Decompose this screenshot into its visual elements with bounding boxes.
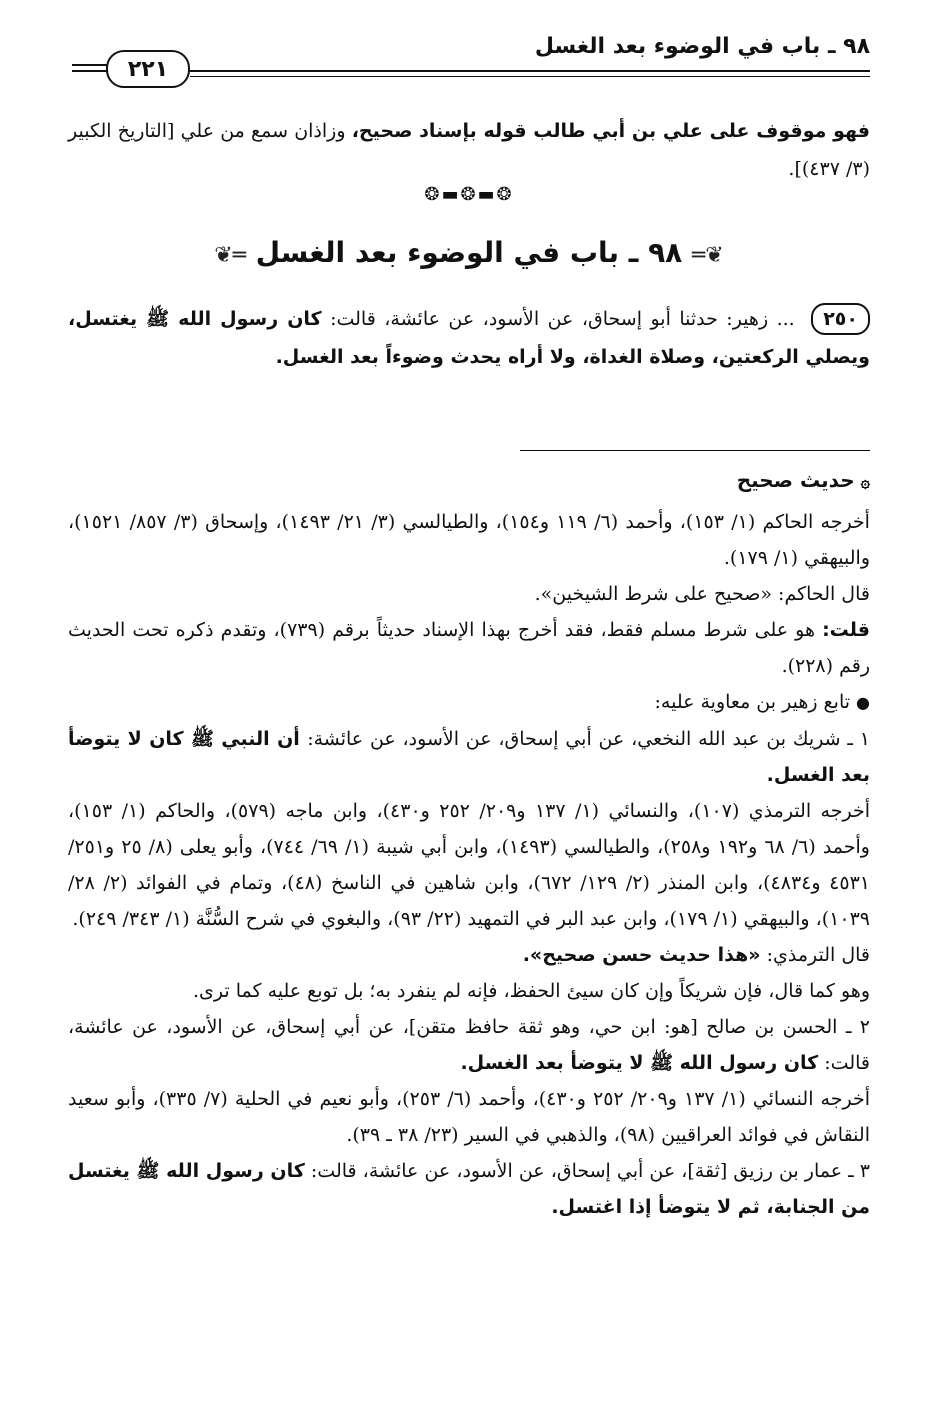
hadith-number: ٢٥٠ (811, 303, 870, 335)
paragraph-7 (68, 937, 870, 973)
header-rule-thin (190, 76, 870, 77)
commentary-body (68, 504, 870, 1225)
paragraph-5-bold: أن النبي ﷺ كان لا يتوضأ بعد الغسل. (68, 728, 870, 786)
paragraph-9 (68, 1009, 870, 1081)
header-rule (72, 70, 870, 72)
footnote-separator (520, 450, 870, 451)
paragraph-5-text: ١ ـ شريك بن عبد الله النخعي، عن أبي إسحاق، عن الأسود، عن عائشة: (307, 728, 870, 750)
paragraph-9-bold: كان رسول الله ﷺ لا يتوضأ بعد الغسل. (460, 1052, 819, 1074)
page-number-ornament-2 (72, 70, 108, 72)
grading-label: حديث صحيح (736, 468, 855, 492)
paragraph-4-text: تابع زهير بن معاوية عليه: (654, 691, 851, 713)
chapter-heading (0, 236, 938, 269)
chapter-title: ٩٨ ـ باب في الوضوء بعد الغسل (255, 236, 683, 269)
hadith-chain: ... زهير: حدثنا أبو إسحاق، عن الأسود، عن عائشة، قالت: (330, 308, 795, 330)
page-number: ٢٢١ (106, 50, 190, 88)
paragraph-7-bold: «هذا حديث حسن صحيح». (522, 944, 761, 966)
intro-paragraph (68, 112, 870, 188)
paragraph-1: أخرجه الحاكم (١/ ١٥٣)، وأحمد (٦/ ١١٩ و١٥٤)، والطيالسي (٣/ ٢١/ ١٤٩٣)، وإسحاق (٣/ ٨٥٧/ ١٥٢١)، والبيهقي (١/ ١٧٩). (68, 511, 870, 569)
paragraph-3-label: قلت: (822, 619, 870, 641)
chapter-ornament-left: ═❦ (214, 243, 246, 268)
intro-rest: وزاذان سمع من علي [التاريخ الكبير (٣/ ٤٣٧)]. (68, 120, 870, 180)
paragraph-10: أخرجه النسائي (١/ ١٣٧ و٢٠٩/ ٢٥٢ و٤٣٠)، وأحمد (٦/ ٢٥٣)، وأبو نعيم في الحلية (٧/ ٣٣٥)، وأبو سعيد النقاش في فوائد العراقيين (٩٨)، والذهبي في السير (٢٣/ ٣٨ ـ ٣٩). (68, 1088, 870, 1146)
paragraph-11-text: ٣ ـ عمار بن رزيق [ثقة]، عن أبي إسحاق، عن الأسود، عن عائشة، قالت: (304, 1160, 870, 1182)
paragraph-7-text: قال الترمذي: (760, 944, 870, 966)
chapter-ornament-right: ❦═ (692, 243, 724, 268)
hadith-text (68, 300, 870, 376)
paragraph-6: أخرجه الترمذي (١٠٧)، والنسائي (١/ ١٣٧ و٢٠٩/ ٢٥٢ و٤٣٠)، وابن ماجه (٥٧٩)، والحاكم (١/ ١٥٣)، وأحمد (٦/ ٦٨ و١٩٢ و٢٥٨)، والطيالسي (١٤٩٣)، وابن أبي شيبة (١/ ٦٩/ ٧٤٤)، وأبو يعلى (٨/ ٢٥ و٢٥١/ ٤٥٣١ و٤٨٣٤)، وابن المنذر (٢/ ١٢٩/ ٦٧٢)، وابن شاهين في الناسخ (٤٨)، وتمام في الفوائد (٢/ ٢٨/ ١٠٣٩)، والبيهقي (١/ ١٧٩)، وابن عبد البر في التمهيد (٢٢/ ٩٣)، والبغوي في شرح السُّنَّة (١/ ٣٤٣/ ٢٤٩). (68, 800, 870, 930)
paragraph-4 (68, 684, 870, 721)
section-divider-ornament: ❂▬❂▬❂ (424, 184, 514, 205)
grading-marker-icon: ۞ (860, 472, 870, 491)
paragraph-11-bold: كان رسول الله ﷺ يغتسل من الجنابة، ثم لا يتوضأ إذا اغتسل. (68, 1160, 870, 1218)
paragraph-11 (68, 1153, 870, 1225)
paragraph-9-text: ٢ ـ الحسن بن صالح [هو: ابن حي، وهو ثقة حافظ متقن]، عن أبي إسحاق، عن الأسود، عن عائشة، قالت: (68, 1016, 870, 1074)
paragraph-2: قال الحاكم: «صحيح على شرط الشيخين». (534, 583, 870, 605)
grading-heading (737, 468, 870, 492)
bullet-icon: ● (856, 693, 870, 712)
intro-bold: فهو موقوف على علي بن أبي طالب قوله بإسناد صحيح، (351, 120, 871, 142)
hadith-matn: كان رسول الله ﷺ يغتسل، ويصلي الركعتين، وصلاة الغداة، ولا أراه يحدث وضوءاً بعد الغسل. (68, 308, 870, 368)
page-number-ornament (72, 64, 108, 66)
paragraph-5 (68, 721, 870, 793)
paragraph-3-text: هو على شرط مسلم فقط، فقد أخرج بهذا الإسناد حديثاً برقم (٧٣٩)، وتقدم ذكره تحت الحديث رقم (٢٢٨). (68, 619, 870, 677)
paragraph-8: وهو كما قال، فإن شريكاً وإن كان سيئ الحفظ، فإنه لم ينفرد به؛ بل توبع عليه كما ترى. (192, 980, 870, 1002)
paragraph-3 (68, 612, 870, 684)
running-title: ٩٨ ـ باب في الوضوء بعد الغسل (534, 34, 870, 59)
